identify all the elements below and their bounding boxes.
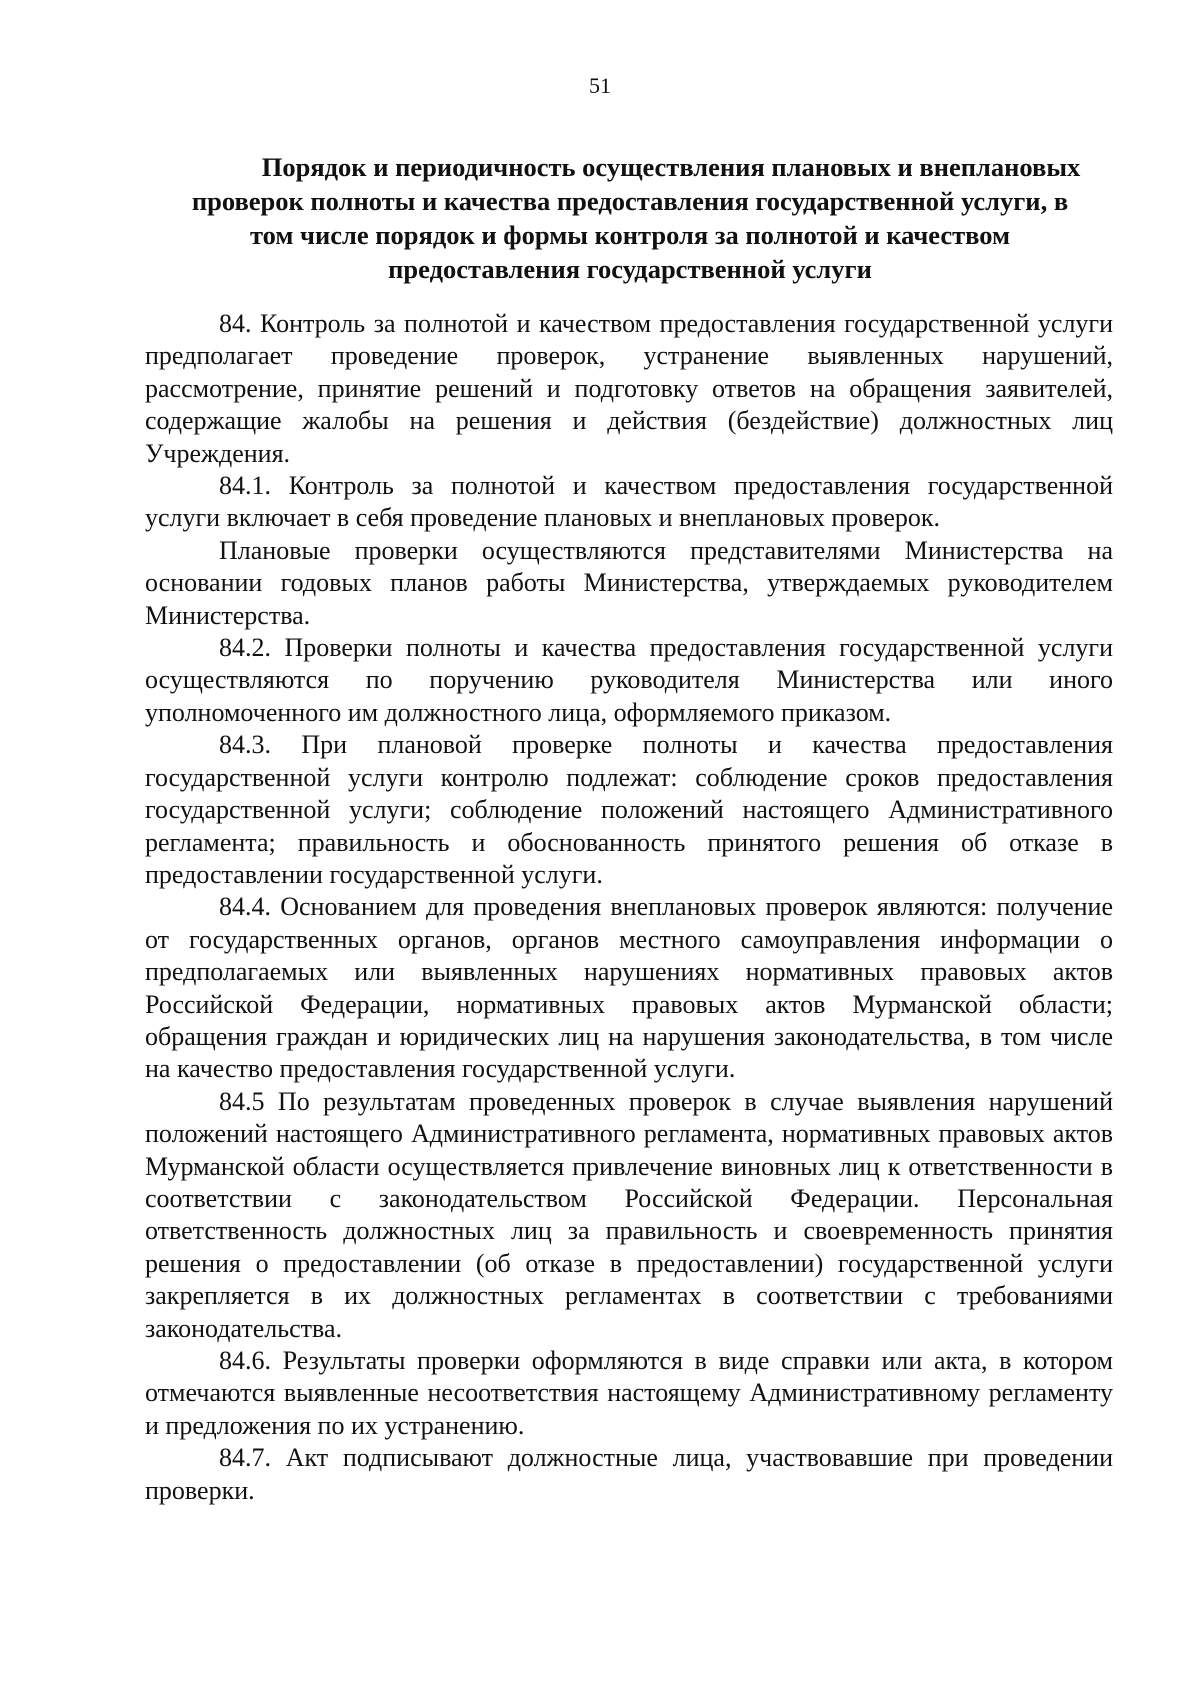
body-text <box>145 308 1113 1507</box>
paragraph-84: 84. Контроль за полнотой и качеством предоставления государственной услуги предполагает проведение проверок, устранение выявленных нарушений, рассмотрение, принятие решений и подготовку ответов на обращения заявителей, содержащие жалобы на решения и действия (бездействие) должностных лиц Учреждения. <box>145 309 1113 468</box>
paragraph-84-2: 84.2. Проверки полноты и качества предоставления государственной услуги осуществляются по поручению руководителя Министерства или иного уполномоченного им должностного лица, оформляемого приказом. <box>145 633 1113 727</box>
paragraph-84-6: 84.6. Результаты проверки оформляются в виде справки или акта, в котором отмечаются выявленные несоответствия настоящему Административному регламенту и предложения по их устранению. <box>145 1346 1113 1440</box>
paragraph-planned-checks: Плановые проверки осуществляются представителями Министерства на основании годовых планов работы Министерства, утверждаемых руководителем Министерства. <box>145 535 1113 630</box>
heading-line: Порядок и периодичность осуществления плановых и внеплановых <box>261 152 1081 182</box>
paragraph-84-4: 84.4. Основанием для проведения внеплановых проверок являются: получение от государственных органов, органов местного самоуправления информации о предполагаемых или выявленных нарушениях нормативных правовых актов Российской Федерации, нормативных правовых актов Мурманской области; обращения граждан и юридических лиц на нарушения законодательства, в том числе на качество предоставления государственной услуги. <box>145 892 1113 1084</box>
heading-line: том числе порядок и формы контроля за полнотой и качеством <box>249 220 1011 250</box>
paragraph-84-5: 84.5 По результатам проведенных проверок в случае выявления нарушений положений настоящего Административного регламента, нормативных правовых актов Мурманской области осуществляется привлечение виновных лиц к ответственности в соответствии с законодательством Российской Федерации. Персональная ответственность должностных лиц за правильность и своевременность принятия решения о предоставлении (об отказе в предоставлении) государственной услуги закрепляется в их должностных регламентах в соответствии с требованиями законодательства. <box>145 1086 1113 1343</box>
heading-line: проверок полноты и качества предоставления государственной услуги, в <box>191 186 1069 216</box>
heading-line: предоставления государственной услуги <box>388 254 872 284</box>
paragraph-84-7: 84.7. Акт подписывают должностные лица, участвовавшие при проведении проверки. <box>145 1443 1113 1505</box>
paragraph-84-1: 84.1. Контроль за полнотой и качеством предоставления государственной услуги включает в себя проведение плановых и внеплановых проверок. <box>145 471 1113 533</box>
section-heading <box>145 150 1115 286</box>
paragraph-84-3: 84.3. При плановой проверке полноты и качества предоставления государственной услуги контролю подлежат: соблюдение сроков предоставления государственной услуги; соблюдение положений настоящего Административного регламента; правильность и обоснованность принятого решения об отказе в предоставлении государственной услуги. <box>145 730 1113 889</box>
page-number: 51 <box>589 73 611 98</box>
